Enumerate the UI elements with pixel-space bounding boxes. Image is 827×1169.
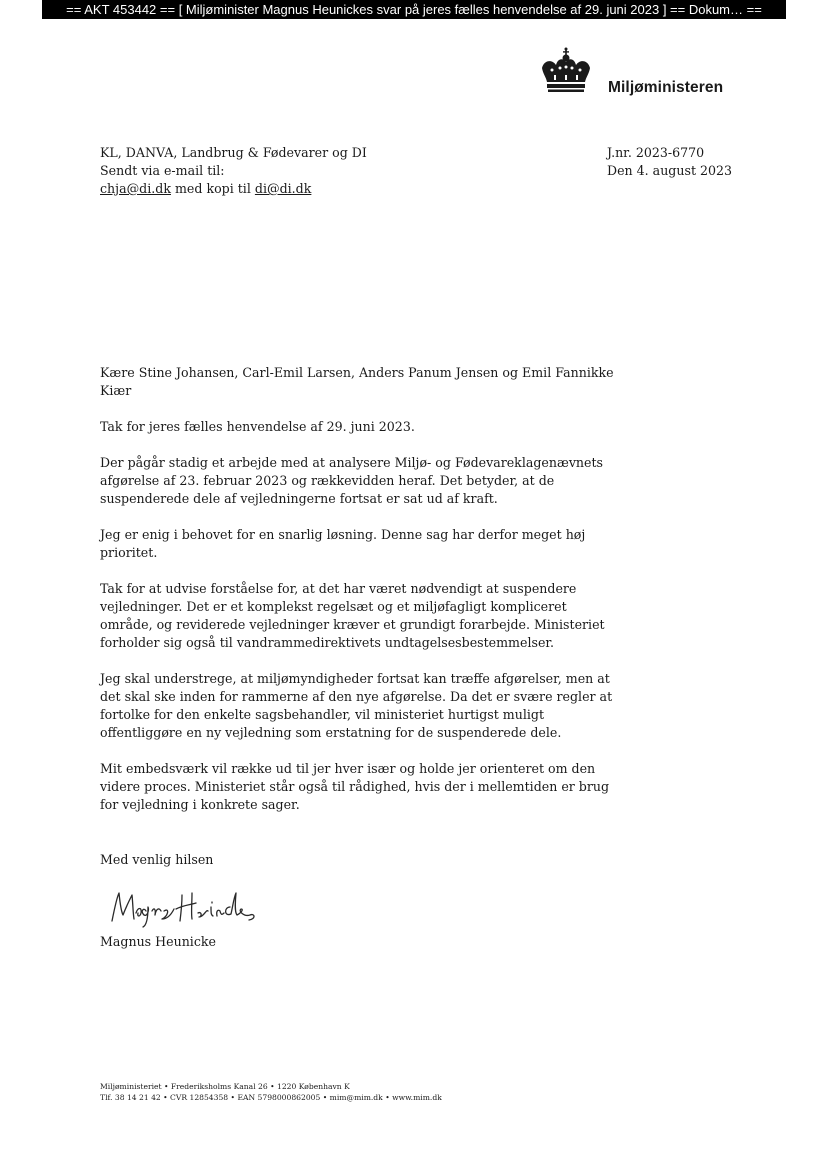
closing: Med venlig hilsen — [100, 852, 214, 867]
journal-number: J.nr. 2023-6770 — [607, 145, 705, 160]
letter-footer — [100, 1081, 442, 1103]
email-link-primary[interactable]: chja@di.dk — [100, 181, 171, 196]
ministry-logo-text: Miljøministeren — [608, 79, 724, 96]
reference-block — [607, 144, 767, 180]
paragraph-1: Tak for jeres fælles henvendelse af 29. juni 2023. — [100, 419, 415, 434]
paragraph-5: Jeg skal understrege, at miljømyndigheder fortsat kan træffe afgørelser, men at det skal ske inden for rammerne af den nye afgørelse. Da det er svære regler at fortolke for den enkelte sagsbehandler, vil ministeriet hurtigst muligt offentliggøre en ny vejledning som erstatning for de suspenderede dele. — [100, 671, 613, 740]
recipient-block — [100, 144, 500, 198]
paragraph-3: Jeg er enig i behovet for en snarlig løsning. Denne sag har derfor meget høj prioritet. — [100, 527, 586, 560]
sent-via-label: Sendt via e-mail til: — [100, 163, 225, 178]
salutation: Kære Stine Johansen, Carl-Emil Larsen, Anders Panum Jensen og Emil Fannikke Kiær — [100, 365, 614, 398]
footer-address: Miljøministeriet • Frederiksholms Kanal 26 • 1220 København K — [100, 1082, 350, 1091]
letter-date: Den 4. august 2023 — [607, 163, 733, 178]
paragraph-2: Der pågår stadig et arbejde med at analysere Miljø- og Fødevareklagenævnets afgørelse af 23. februar 2023 og rækkevidden heraf. Det betyder, at de suspenderede dele af vejledningerne fortsat er sat ud af kraft. — [100, 455, 604, 506]
letter-body — [100, 364, 615, 832]
signer-name: Magnus Heunicke — [100, 934, 216, 949]
crown-icon — [538, 46, 594, 100]
recipient-emails — [100, 180, 500, 198]
paragraph-6: Mit embedsværk vil række ud til jer hver især og holde jer orienteret om den videre proces. Ministeriet står også til rådighed, hvis der i mellemtiden er brug for vejledning i konkrete sager. — [100, 761, 610, 812]
footer-contact: Tlf. 38 14 21 42 • CVR 12854358 • EAN 5798000862005 • mim@mim.dk • www.mim.dk — [100, 1093, 442, 1102]
recipient-names: KL, DANVA, Landbrug & Fødevarer og DI — [100, 145, 367, 160]
paragraph-4: Tak for at udvise forståelse for, at det har været nødvendigt at suspendere vejledninger. Det er et komplekst regelsæt og et miljøfagligt kompliceret område, og reviderede vejledninger kræver et grundigt forarbejde. Ministeriet forholder sig også til vandrammedirektivets undtagelsesbestemmelser. — [100, 581, 605, 650]
email-link-copy[interactable]: di@di.dk — [254, 181, 312, 196]
handwritten-signature — [104, 883, 264, 937]
copy-label: med kopi til — [174, 181, 251, 196]
document-header-bar: == AKT 453442 == [ Miljøminister Magnus Heunickes svar på jeres fælles henvendelse af 29. juni 2023 ] == Dokum… == — [42, 0, 786, 19]
